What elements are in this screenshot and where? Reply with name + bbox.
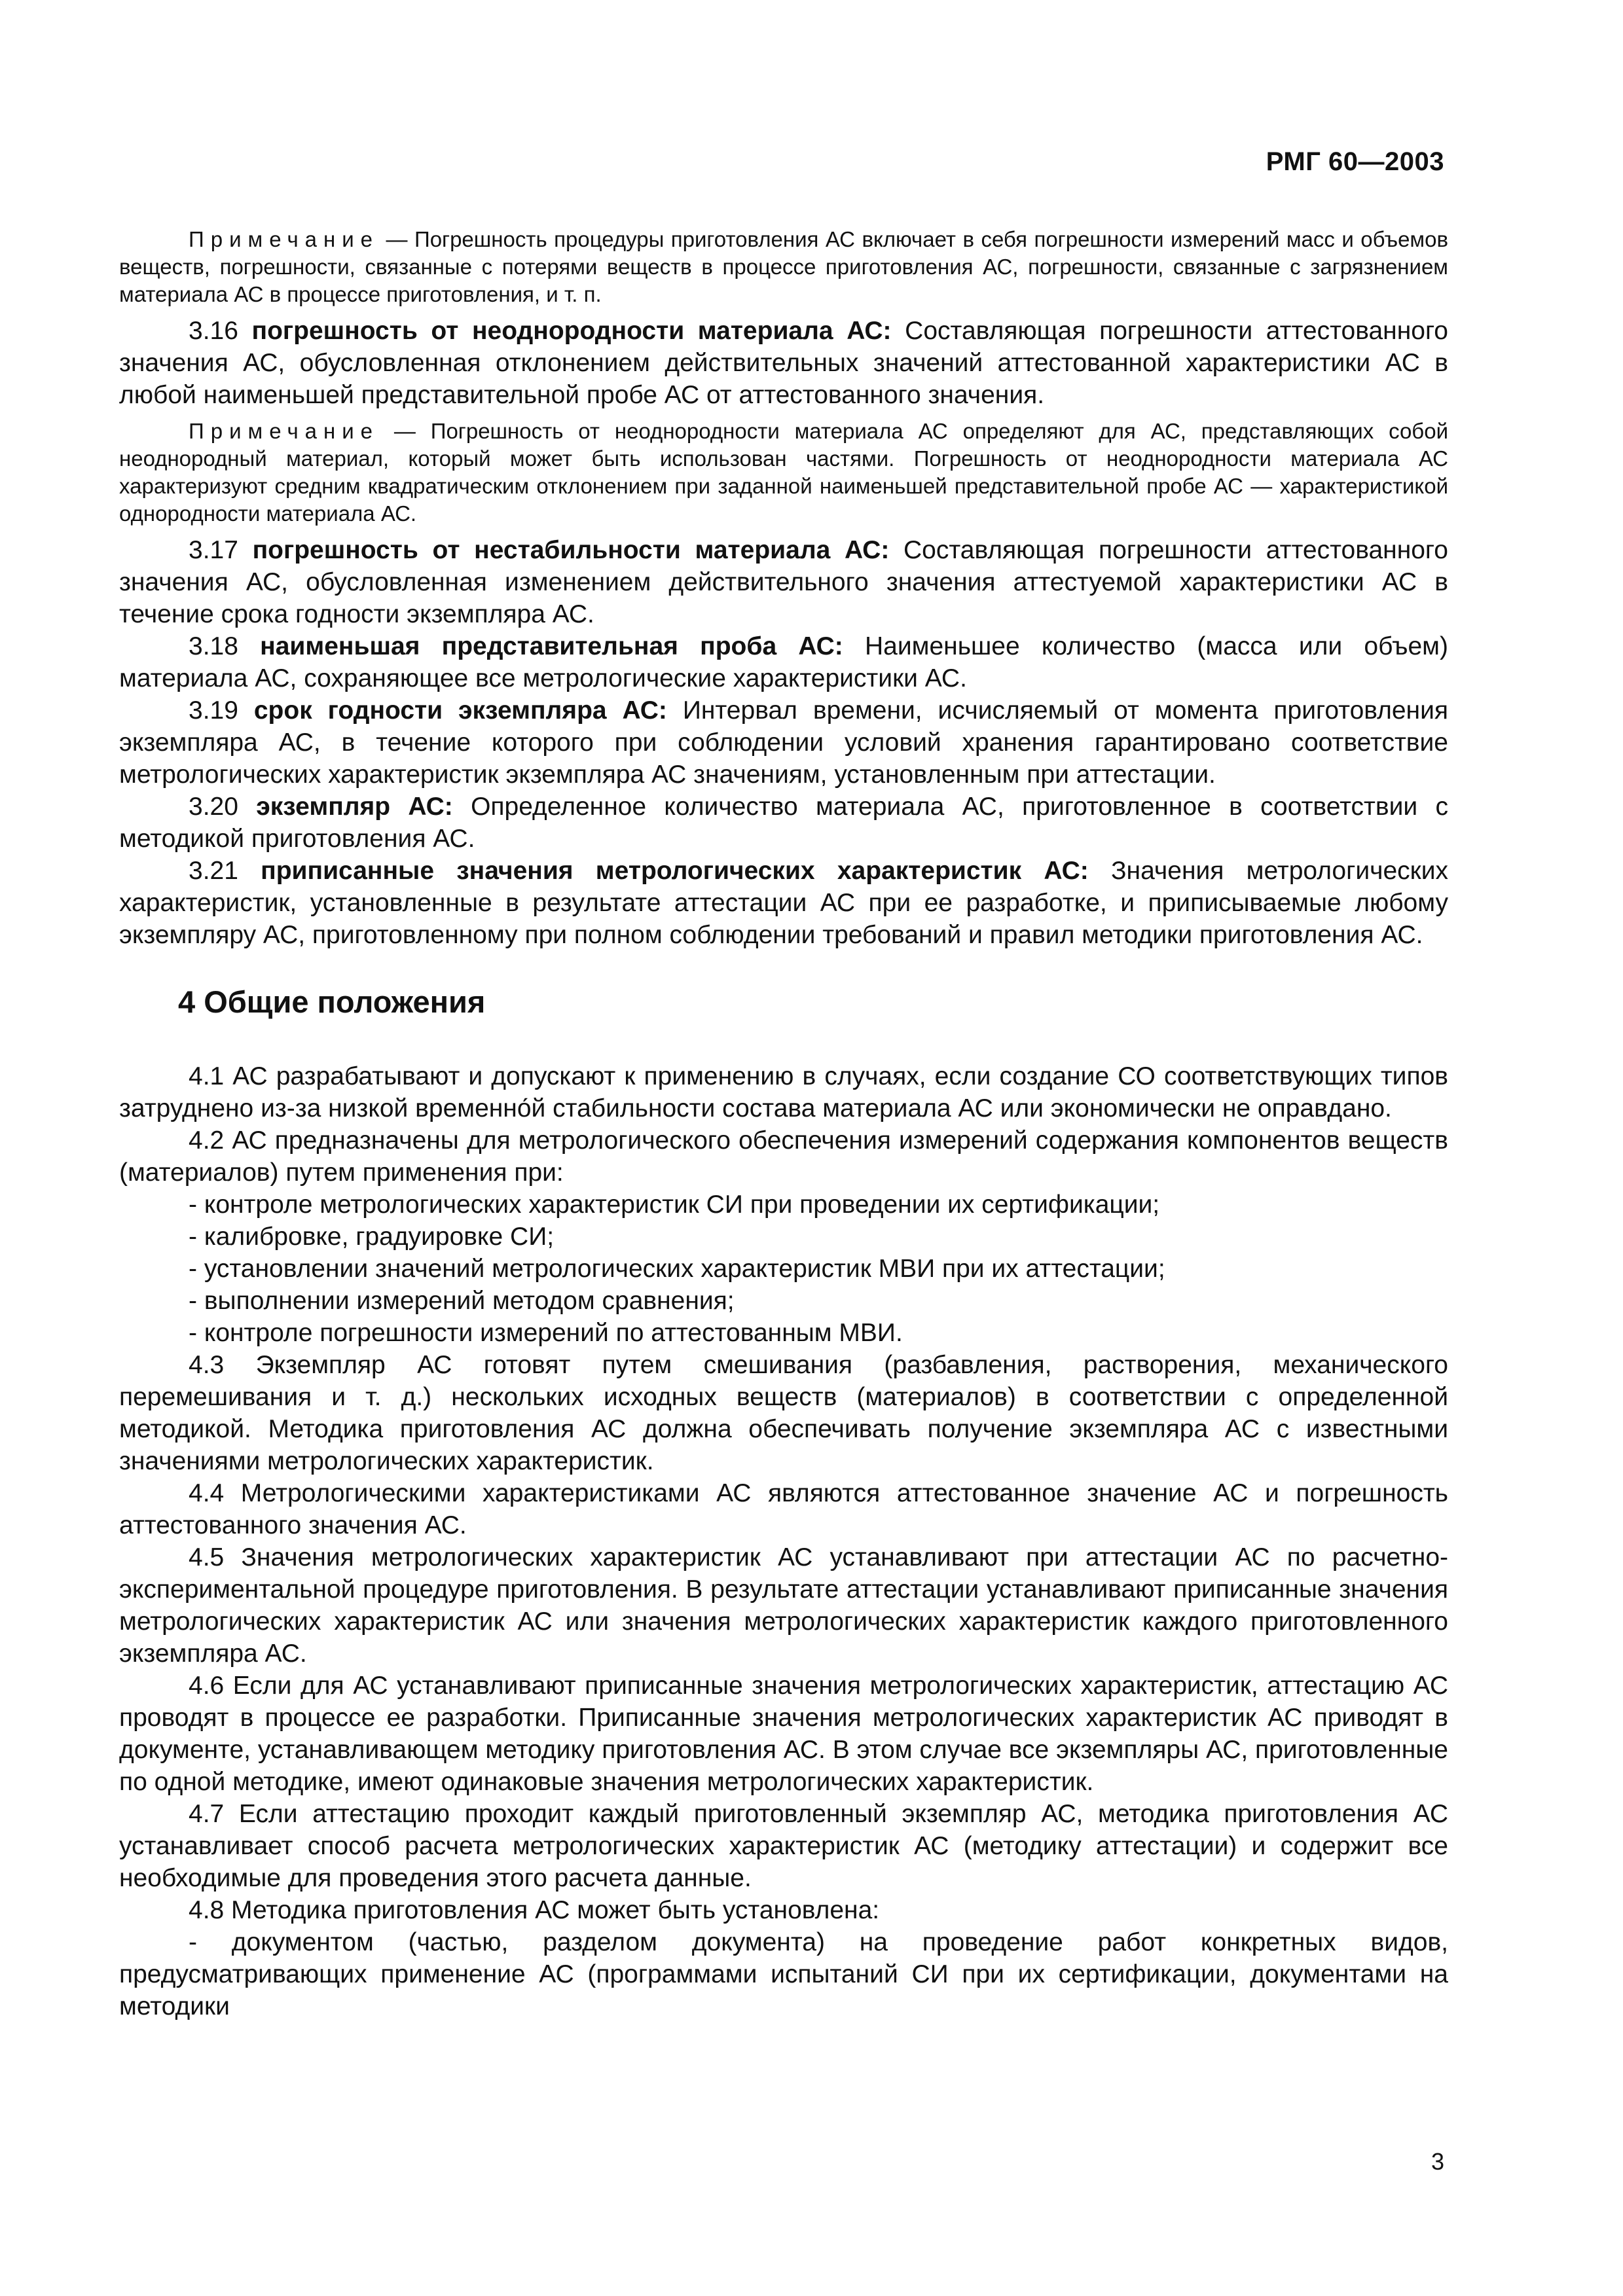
term-3-17	[119, 534, 1448, 630]
term-3-18	[119, 630, 1448, 694]
term-number: 3.16	[189, 317, 252, 345]
page-number: 3	[1431, 2148, 1444, 2175]
list-item: - калибровке, градуировке СИ;	[189, 1223, 555, 1251]
application-list	[119, 1189, 1448, 1349]
note-procedure-error	[119, 226, 1448, 308]
term-title: экземпляр АС:	[256, 793, 453, 821]
term-3-20	[119, 791, 1448, 855]
note-text: Погрешность от неоднородности материала АС определяют для АС, представляющих собой неоднородный материал, который может быть использован частями. Погрешность от неоднородности материала АС характеризуют средним квадратическим отклонением при заданной наименьшей представительной пробе АС — характеристикой однородности материала АС.	[119, 419, 1448, 526]
paragraph-4-6: 4.6 Если для АС устанавливают приписанные значения метрологических характеристик, аттестацию АС проводят в процессе ее разработки. Приписанные значения метрологических характеристик АС приводят в документе, устанавливающем методику приготовления АС. В этом случае все экземпляры АС, приготовленные по одной методике, имеют одинаковые значения метрологических характеристик.	[119, 1672, 1448, 1796]
note-label: Примечание	[189, 419, 380, 443]
term-definition: Наименьшее количество (масса или объем) материала АС, сохраняющее все метрологические характеристики АС.	[119, 632, 1448, 692]
term-title: погрешность от нестабильности материала АС:	[252, 536, 890, 564]
note-inhomogeneity	[119, 418, 1448, 528]
term-3-16	[119, 315, 1448, 411]
list-item: - контроле метрологических характеристик СИ при проведении их сертификации;	[189, 1191, 1160, 1219]
term-definition: Значения метрологических характеристик, установленные в результате аттестации АС при ее разработке, и приписываемые любому экземпляру АС, приготовленному при полном соблюдении требований и правил методики приготовления АС.	[119, 857, 1448, 949]
note-text: Погрешность процедуры приготовления АС включает в себя погрешности измерений масс и объемов веществ, погрешности, связанные с потерями веществ в процессе приготовления АС, погрешности, связанные с загрязнением материала АС в процессе приготовления, и т. п.	[119, 227, 1448, 306]
document-id-header: РМГ 60—2003	[1266, 147, 1444, 176]
term-number: 3.19	[189, 696, 254, 725]
paragraph-4-8: 4.8 Методика приготовления АС может быть установлена:	[189, 1896, 880, 1924]
term-title: погрешность от неоднородности материала АС:	[251, 317, 892, 345]
note-label: Примечание	[189, 227, 380, 251]
list-item: - контроле погрешности измерений по аттестованным МВИ.	[189, 1319, 903, 1347]
term-number: 3.17	[189, 536, 253, 564]
term-definition: Определенное количество материала АС, приготовленное в соответствии с методикой приготовления АС.	[119, 793, 1449, 853]
term-number: 3.20	[189, 793, 257, 821]
term-3-19	[119, 694, 1448, 791]
term-definition: Составляющая погрешности аттестованного значения АС, обусловленная отклонением действительных значений аттестованной характеристики АС в любой наименьшей представительной пробе АС от аттестованного значения.	[119, 317, 1448, 409]
term-number: 3.21	[189, 857, 261, 885]
note-dash: —	[379, 419, 431, 443]
term-title: срок годности экземпляра АС:	[253, 696, 667, 725]
paragraph-4-5: 4.5 Значения метрологических характеристик АС устанавливают при аттестации АС по расчетно-экспериментальной процедуре приготовления. В результате аттестации устанавливают приписанные значения метрологических характеристик АС или значения метрологических характеристик каждого приготовленного экземпляра АС.	[119, 1543, 1448, 1668]
paragraph-4-2: 4.2 АС предназначены для метрологического обеспечения измерений содержания компонентов веществ (материалов) путем применения при:	[119, 1126, 1448, 1187]
note-dash: —	[379, 227, 414, 251]
list-item: - установлении значений метрологических характеристик МВИ при их аттестации;	[189, 1255, 1165, 1283]
paragraph-4-8-item: - документом (частью, разделом документа) на проведение работ конкретных видов, предусматривающих применение АС (программами испытаний СИ при их сертификации, документами на методики	[119, 1928, 1448, 2020]
term-3-21	[119, 855, 1448, 951]
term-number: 3.18	[189, 632, 261, 660]
term-definition: Интервал времени, исчисляемый от момента приготовления экземпляра АС, в течение которого при соблюдении условий хранения гарантировано соответствие метрологических характеристик экземпляра АС значениям, установленным при аттестации.	[119, 696, 1449, 789]
section-4-title: 4 Общие положения	[178, 984, 486, 1019]
list-item: - выполнении измерений методом сравнения;	[189, 1287, 735, 1315]
paragraph-4-3: 4.3 Экземпляр АС готовят путем смешивания (разбавления, растворения, механического перемешивания и т. д.) нескольких исходных веществ (материалов) в соответствии с определенной методикой. Методика приготовления АС должна обеспечивать получение экземпляра АС с известными значениями метрологических характеристик.	[119, 1351, 1448, 1475]
term-title: наименьшая представительная проба АС:	[260, 632, 843, 660]
paragraph-4-4: 4.4 Метрологическими характеристиками АС являются аттестованное значение АС и погрешность аттестованного значения АС.	[119, 1479, 1448, 1539]
paragraph-4-7: 4.7 Если аттестацию проходит каждый приготовленный экземпляр АС, методика приготовления АС устанавливает способ расчета метрологических характеристик АС (методику аттестации) и содержит все необходимые для проведения этого расчета данные.	[119, 1800, 1448, 1892]
page-content	[119, 226, 1448, 2022]
term-title: приписанные значения метрологических характеристик АС:	[261, 857, 1089, 885]
paragraph-4-1: 4.1 АС разрабатывают и допускают к применению в случаях, если создание СО соответствующих типов затруднено из-за низкой временно́й стабильности состава материала АС или экономически не оправдано.	[119, 1062, 1448, 1122]
term-definition: Составляющая погрешности аттестованного значения АС, обусловленная изменением действительного значения аттестуемой характеристики АС в течение срока годности экземпляра АС.	[119, 536, 1448, 628]
